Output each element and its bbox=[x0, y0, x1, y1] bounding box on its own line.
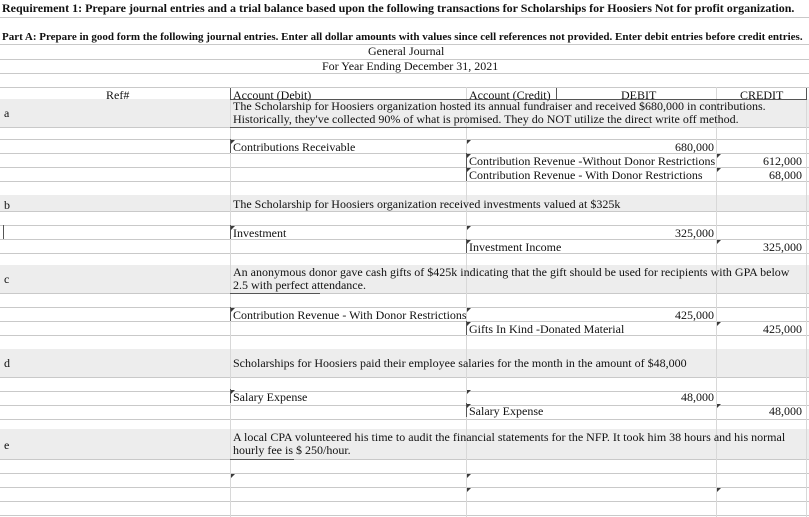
debit-account-input[interactable] bbox=[231, 474, 465, 487]
header-debit: DEBIT bbox=[621, 88, 657, 102]
debit-account[interactable]: Contribution Revenue - With Donor Restrictions bbox=[233, 308, 467, 322]
credit-amount[interactable]: 425,000 bbox=[763, 322, 802, 336]
requirement-heading: Requirement 1: Prepare journal entries and a trial balance based upon the following transactions for Scholarships for Hoosiers Not for profit organization. bbox=[2, 1, 795, 15]
journal-title: General Journal bbox=[368, 44, 445, 58]
credit-account[interactable]: Salary Expense bbox=[469, 404, 544, 418]
ref-label: b bbox=[4, 198, 10, 212]
credit-account[interactable]: Contribution Revenue -Without Donor Restrictions bbox=[469, 154, 716, 168]
header-account-debit: Account (Debit) bbox=[233, 88, 312, 102]
credit-amount[interactable]: 48,000 bbox=[769, 404, 802, 418]
header-account-credit: Account (Credit) bbox=[469, 88, 551, 102]
debit-account[interactable]: Contributions Receivable bbox=[233, 140, 356, 154]
debit-amount[interactable]: 425,000 bbox=[675, 308, 714, 322]
transaction-description: An anonymous donor gave cash gifts of $425k indicating that the gift should be used for recipients with GPA below 2.5 with perfect attendance. bbox=[233, 265, 790, 292]
part-a-instructions: Part A: Prepare in good form the following journal entries. Enter all dollar amounts with values since cell references not provided. Enter debit entries before credit entries. bbox=[2, 31, 803, 43]
period-label: For Year Ending December 31, 2021 bbox=[322, 59, 499, 73]
credit-account-input[interactable] bbox=[467, 488, 715, 501]
credit-account[interactable]: Gifts In Kind -Donated Material bbox=[469, 322, 625, 336]
transaction-description: A local CPA volunteered his time to audit the financial statements for the NFP. It took him 38 hours and his normal hourly fee is $ 250/hour. bbox=[233, 430, 786, 457]
ref-label: a bbox=[4, 106, 10, 120]
ref-label: e bbox=[4, 438, 10, 452]
ref-label: d bbox=[4, 356, 10, 370]
credit-amount[interactable]: 68,000 bbox=[769, 168, 802, 182]
transaction-description: The Scholarship for Hoosiers organization received investments valued at $325k bbox=[233, 197, 621, 211]
credit-amount[interactable]: 325,000 bbox=[763, 240, 802, 254]
credit-account[interactable]: Investment Income bbox=[469, 240, 562, 254]
ref-label: c bbox=[4, 272, 10, 286]
header-credit: CREDIT bbox=[740, 88, 784, 102]
debit-account[interactable]: Salary Expense bbox=[233, 390, 308, 404]
debit-amount[interactable]: 48,000 bbox=[681, 390, 714, 404]
transaction-description: The Scholarship for Hoosiers organization hosted its annual fundraiser and received $680,000 in contributions. Historically, they've collected 90% of what is promised. They do NOT utilize the direct write off method. bbox=[233, 99, 766, 126]
debit-amount[interactable]: 325,000 bbox=[675, 226, 714, 240]
credit-amount[interactable]: 612,000 bbox=[763, 154, 802, 168]
debit-amount[interactable]: 680,000 bbox=[675, 140, 714, 154]
debit-account[interactable]: Investment bbox=[233, 226, 287, 240]
transaction-description: Scholarships for Hoosiers paid their employee salaries for the month in the amount of $48,000 bbox=[233, 356, 687, 370]
header-ref: Ref# bbox=[106, 88, 130, 102]
credit-account[interactable]: Contribution Revenue - With Donor Restrictions bbox=[469, 168, 703, 182]
